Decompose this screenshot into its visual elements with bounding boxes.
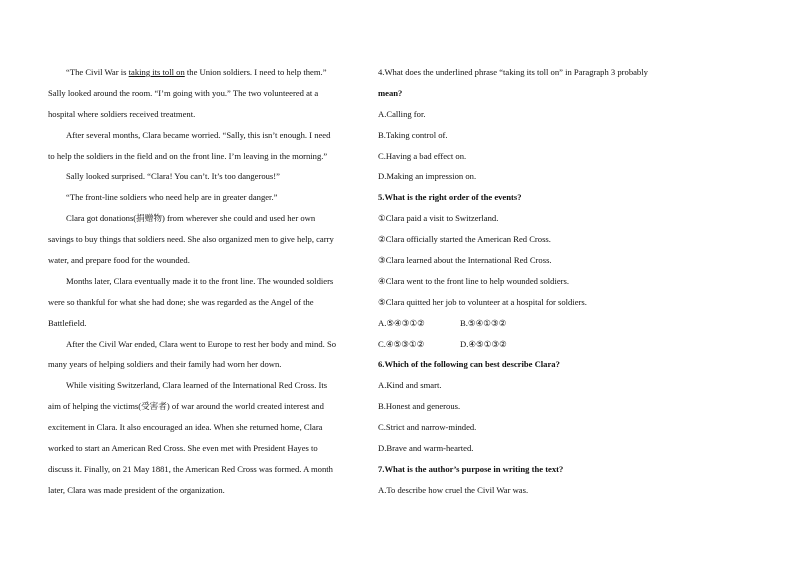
passage-column: [48, 62, 366, 501]
passage-line: water, and prepare food for the wounded.: [48, 255, 190, 266]
text-span: “The Civil War is: [66, 67, 129, 77]
question-5-event: ④Clara went to the front line to help wounded soldiers.: [378, 275, 569, 286]
question-5-option-d: D.④⑤①③②: [460, 338, 507, 349]
question-4-option-c: C.Having a bad effect on.: [378, 150, 467, 161]
passage-line: After the Civil War ended, Clara went to Europe to rest her body and mind. So: [66, 338, 337, 349]
passage-line: to help the soldiers in the field and on the front line. I’m leaving in the morning.”: [48, 150, 328, 161]
passage-line: savings to buy things that soldiers need. She also organized men to give help, carry: [48, 234, 334, 245]
question-4-stem: 4.What does the underlined phrase “taking its toll on” in Paragraph 3 probably: [378, 67, 648, 77]
question-4-stem-end: mean?: [378, 87, 403, 98]
question-5-option-a: A.⑤④③①②: [378, 317, 425, 328]
question-4-option-d: D.Making an impression on.: [378, 171, 477, 182]
passage-line: Battlefield.: [48, 317, 87, 328]
passage-line: Sally looked around the room. “I’m going with you.” The two volunteered at a: [48, 87, 319, 98]
underlined-phrase: taking its toll on: [128, 67, 185, 77]
question-5-event: ⑤Clara quitted her job to volunteer at a hospital for soldiers.: [378, 296, 587, 307]
passage-line: hospital where soldiers received treatment.: [48, 108, 196, 119]
passage-line: Months later, Clara eventually made it to the front line. The wounded soldiers: [66, 275, 334, 286]
question-6-option-c: C.Strict and narrow-minded.: [378, 422, 477, 433]
question-5-event: ①Clara paid a visit to Switzerland.: [378, 213, 499, 224]
question-6-option-a: A.Kind and smart.: [378, 380, 442, 391]
question-5-option-c: C.④⑤③①②: [378, 338, 425, 349]
question-7-option-a: A.To describe how cruel the Civil War was.: [378, 484, 529, 495]
passage-line: worked to start an American Red Cross. She even met with President Hayes to: [48, 443, 318, 454]
question-5-options-row-1: [378, 313, 718, 334]
passage-line: discuss it. Finally, on 21 May 1881, the American Red Cross was formed. A month: [48, 463, 333, 474]
passage-line: While visiting Switzerland, Clara learned of the International Red Cross. Its: [66, 380, 328, 391]
question-5-event: ②Clara officially started the American Red Cross.: [378, 234, 551, 245]
passage-line: excitement in Clara. It also encouraged an idea. When she returned home, Clara: [48, 422, 323, 433]
questions-column: [378, 62, 718, 501]
passage-line: Clara got donations(捐赠物) from wherever she could and used her own: [66, 213, 316, 224]
question-4-option-a: A.Calling for.: [378, 108, 426, 119]
question-4-option-b: B.Taking control of.: [378, 129, 448, 140]
text-span: the Union soldiers. I need to help them.”: [184, 67, 327, 77]
question-6-option-b: B.Honest and generous.: [378, 401, 461, 412]
question-6-stem: 6.Which of the following can best describe Clara?: [378, 359, 560, 370]
passage-line: aim of helping the victims(受害者) of war around the world created interest and: [48, 401, 324, 412]
question-7-stem: 7.What is the author’s purpose in writing the text?: [378, 463, 564, 474]
question-5-option-b: B.⑤④①③②: [460, 317, 507, 328]
question-5-event: ③Clara learned about the International Red Cross.: [378, 255, 552, 266]
question-6-option-d: D.Brave and warm-hearted.: [378, 443, 474, 454]
passage-line: many years of helping soldiers and their family had worn her down.: [48, 359, 282, 370]
passage-line: “The front-line soldiers who need help are in greater danger.”: [66, 192, 278, 203]
passage-line: Sally looked surprised. “Clara! You can’t. It’s too dangerous!”: [66, 171, 280, 182]
passage-line: were so thankful for what she had done; she was regarded as the Angel of the: [48, 296, 314, 307]
passage-line: After several months, Clara became worried. “Sally, this isn’t enough. I need: [66, 129, 331, 140]
question-5-stem: 5.What is the right order of the events?: [378, 192, 522, 203]
passage-line-1: [48, 62, 366, 83]
question-5-options-row-2: [378, 334, 718, 355]
passage-line: later, Clara was made president of the organization.: [48, 484, 225, 495]
